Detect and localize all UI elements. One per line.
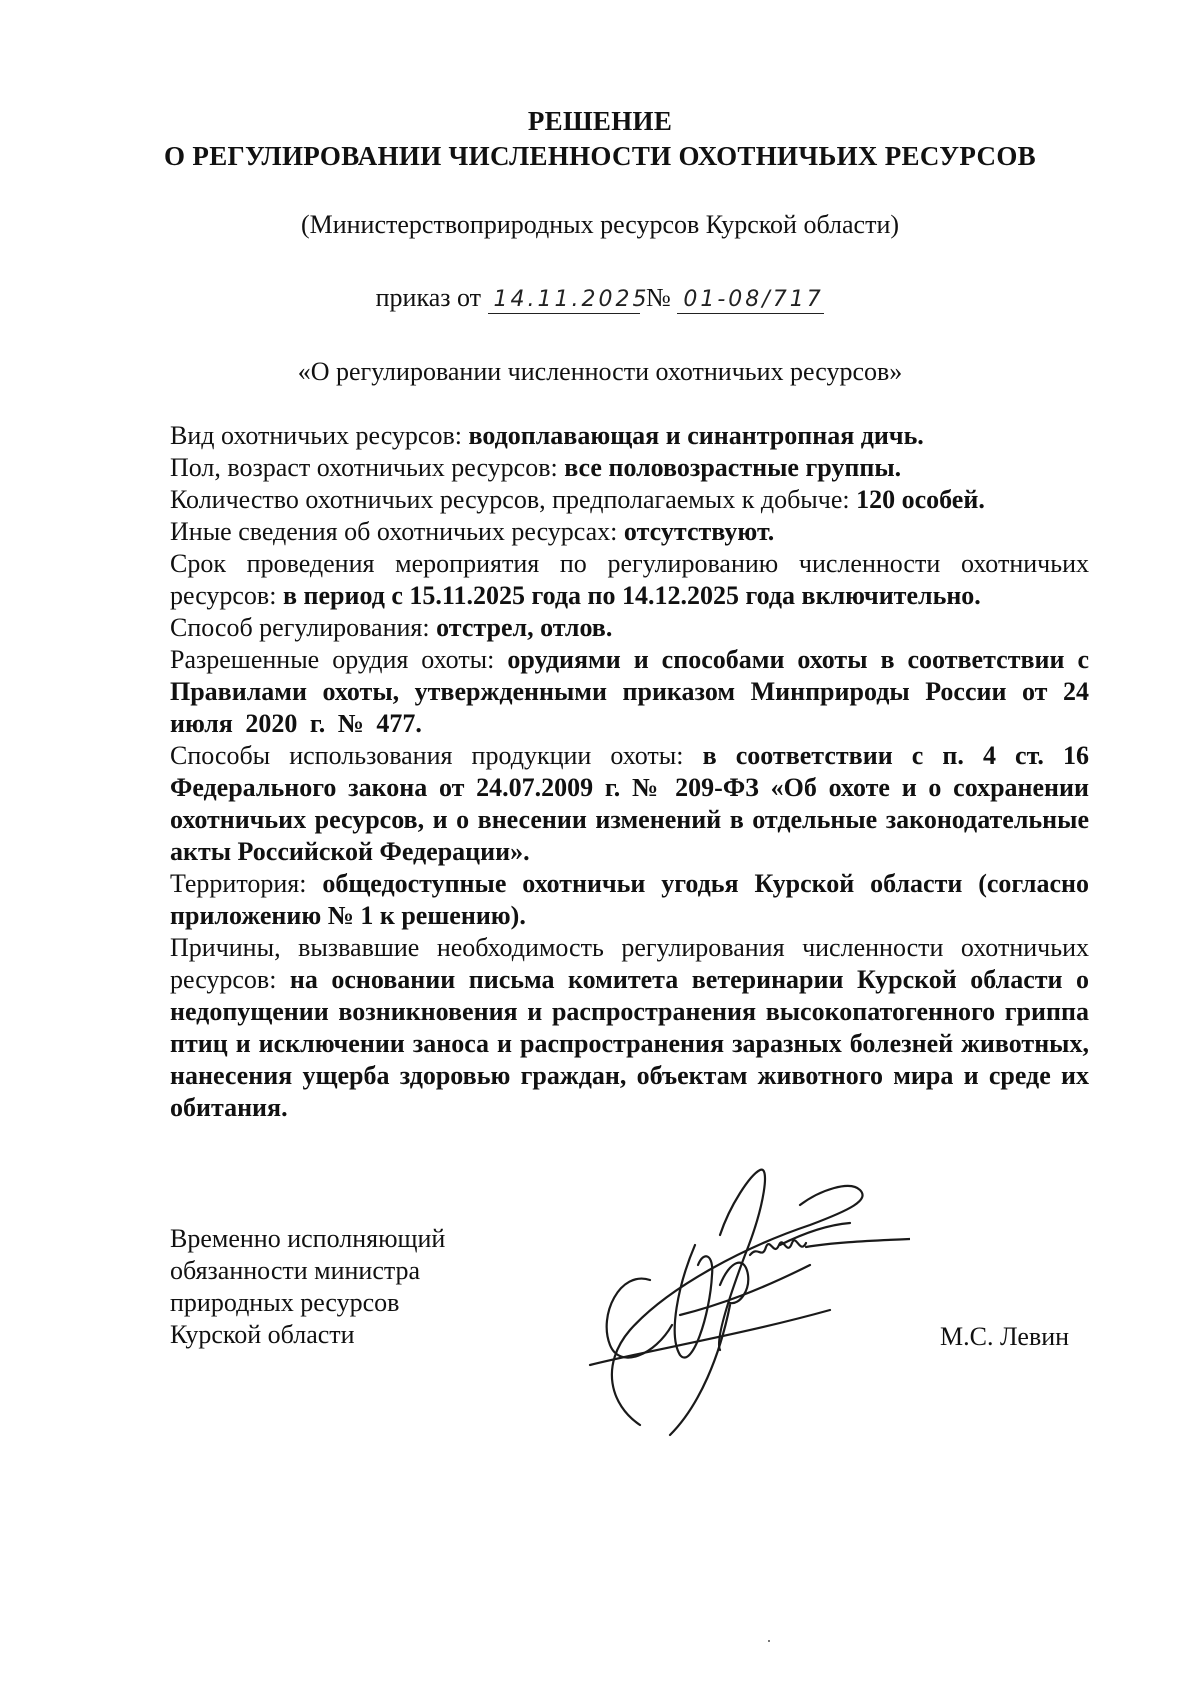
handwritten-signature [580, 1165, 910, 1455]
order-number-handwritten: 01-08/717 [677, 287, 824, 314]
field-reasons: Причины, вызвавшие необходимость регулирования численности охотничьих ресурсов: на основании письма комитета ветеринарии Курской области о недопущении возникновения и распространения высокопатогенного гриппа птиц и исключении заноса и распространения заразных болезней животных, нанесения ущерба здоровью граждан, объектам животного мира и среде их обитания. [170, 933, 1089, 1122]
field-product-use: Способы использования продукции охоты: в соответствии с п. 4 ст. 16 Федерального закона от 24.07.2009 г. № 209-ФЗ «Об охоте и о сохранении охотничьих ресурсов, и о внесении изменений в отдельные законодательные акты Российской Федерации». [170, 741, 1090, 866]
order-number-sign: № [646, 283, 671, 312]
order-prefix: приказ от [375, 283, 482, 312]
field-permitted-tools: Разрешенные орудия охоты: орудиями и способами охоты в соответствии с Правилами охоты, утвержденными приказом Минприроды России от 24 июля 2020 г. № 477. [170, 645, 1089, 738]
order-title: «О регулировании численности охотничьих ресурсов» [297, 357, 903, 386]
document-title: РЕШЕНИЕ [527, 106, 673, 136]
order-date-handwritten: 14.11.2025 [488, 287, 640, 314]
field-territory: Территория: общедоступные охотничьи угодья Курской области (согласно приложению № 1 к решению). [170, 869, 1089, 930]
field-other-info: Иные сведения об охотничьих ресурсах: отсутствуют. [170, 517, 775, 546]
field-method: Способ регулирования: отстрел, отлов. [170, 613, 613, 642]
decision-fields [170, 420, 1089, 1124]
document-subject: О РЕГУЛИРОВАНИИ ЧИСЛЕННОСТИ ОХОТНИЧЬИХ РЕСУРСОВ [164, 141, 1036, 171]
field-period: Срок проведения мероприятия по регулированию численности охотничьих ресурсов: в период с 15.11.2025 года по 14.12.2025 года включительно. [170, 549, 1089, 610]
signer-name: М.С. Левин [940, 1322, 1070, 1351]
field-sex-age: Пол, возраст охотничьих ресурсов: все половозрастные группы. [170, 453, 902, 482]
issuing-authority: (Министерствоприродных ресурсов Курской области) [300, 210, 900, 239]
signatory-position: Временно исполняющий обязанности министра природных ресурсов Курской области [170, 1224, 446, 1349]
field-species: Вид охотничьих ресурсов: водоплавающая и синантропная дичь. [170, 421, 924, 450]
scan-speck [768, 1640, 770, 1642]
field-quantity: Количество охотничьих ресурсов, предполагаемых к добыче: 120 особей. [170, 485, 985, 514]
order-reference [0, 283, 1200, 314]
